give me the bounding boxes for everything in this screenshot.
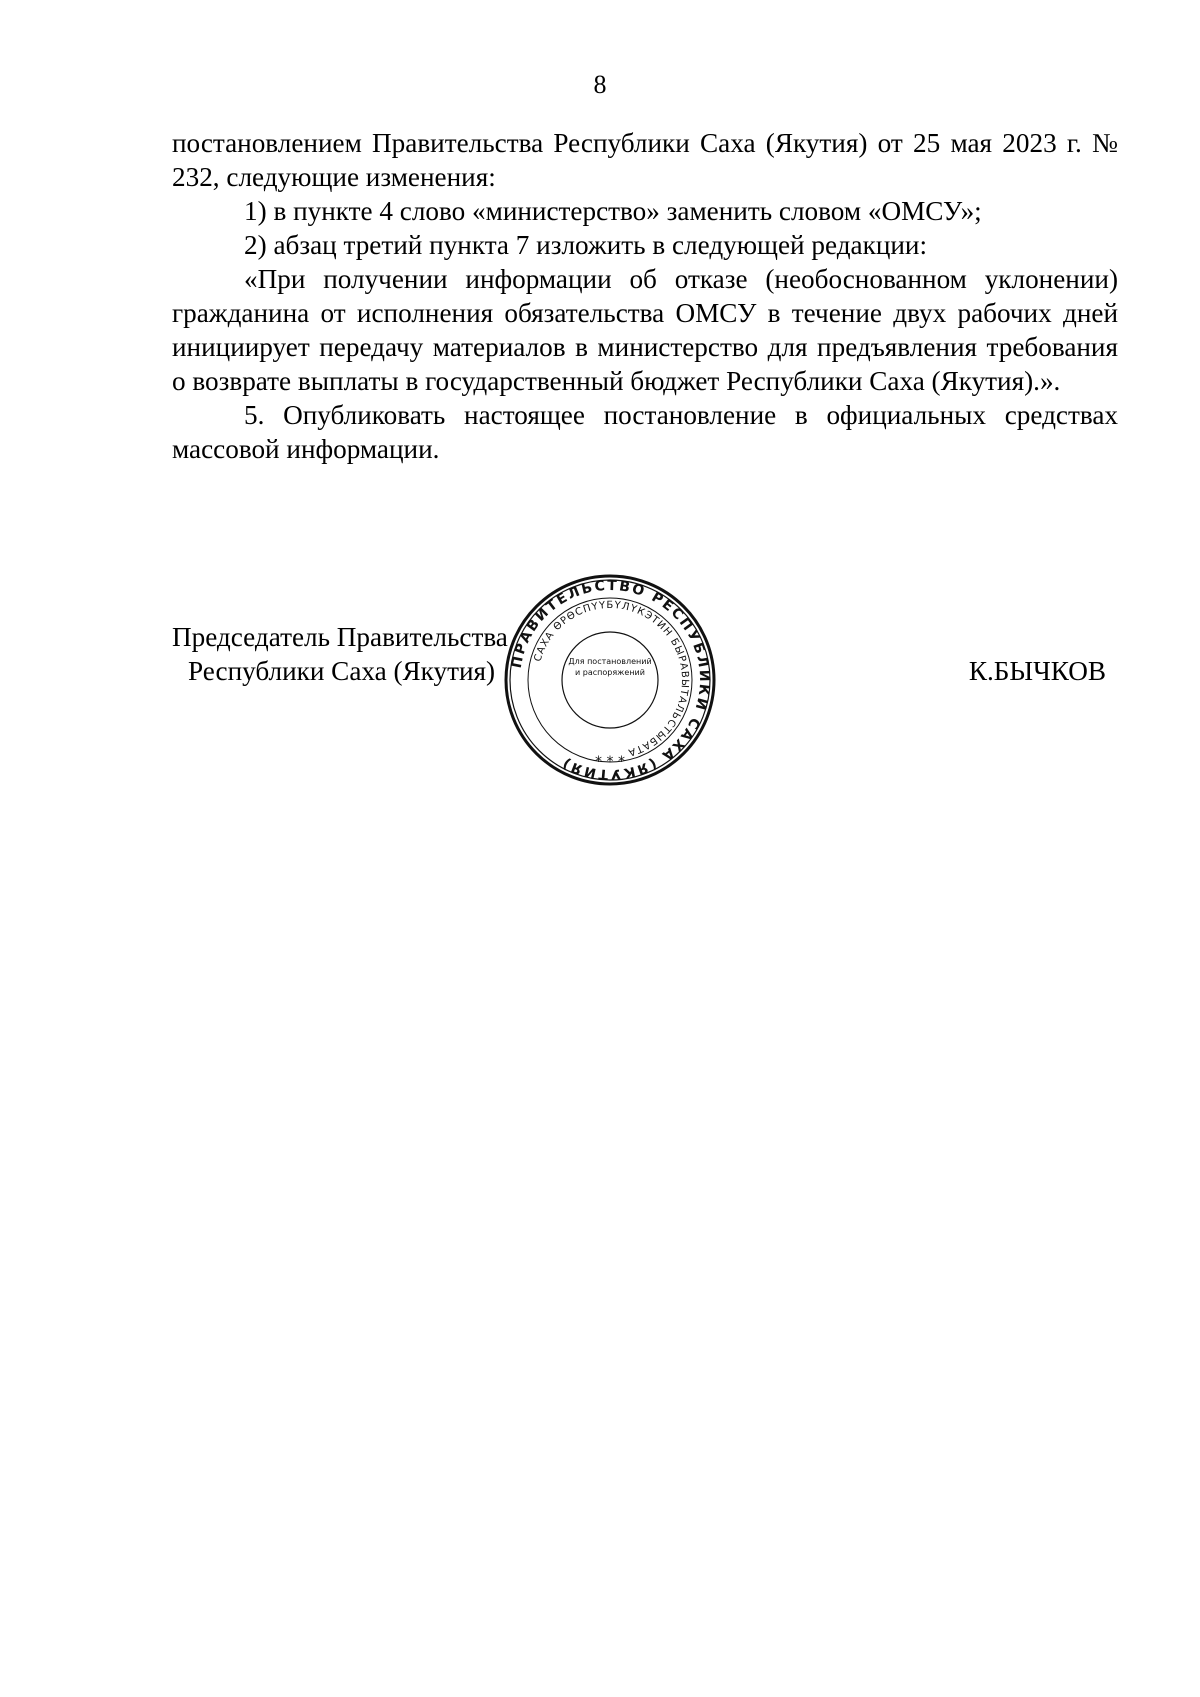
seal-center-text: Для постановлений и распоряжений xyxy=(568,657,652,677)
seal-stars: * * * xyxy=(595,754,625,770)
seal-outer-text: ПРАВИТЕЛЬСТВО РЕСПУБЛИКИ САХА (ЯКУТИЯ) xyxy=(508,577,713,783)
paragraph-quoted-amendment: «При получении информации об отказе (необоснованном уклонении) гражданина от исполнения обязательства ОМСУ в течение двух рабочих дней инициирует передачу материалов в министерство для предъявления требования о возврате выплаты в государственный бюджет Республики Саха (Якутия).». xyxy=(172,264,1118,396)
paragraph-item-5: 5. Опубликовать настоящее постановление в официальных средствах массовой информации. xyxy=(172,400,1118,464)
signatory-title-line-1: Председатель Правительства xyxy=(172,622,508,652)
paragraph-item-2: 2) абзац третий пункта 7 изложить в следующей редакции: xyxy=(244,230,928,260)
official-seal-stamp xyxy=(500,570,720,790)
paragraph-continuation: постановлением Правительства Республики Саха (Якутия) от 25 мая 2023 г. № 232, следующие изменения: xyxy=(172,128,1118,192)
paragraph-item-1: 1) в пункте 4 слово «министерство» заменить словом «ОМСУ»; xyxy=(244,196,982,226)
signatory-name: К.БЫЧКОВ xyxy=(968,656,1106,686)
signatory-title-line-2: Республики Саха (Якутия) xyxy=(188,656,496,686)
document-body xyxy=(172,126,1118,466)
page-number: 8 xyxy=(593,70,607,99)
seal-inner-text: САХА ӨРӨСПҮҮБҮЛҮКЭТИН БЫРАВЫТАЛЬСТЫБАТА xyxy=(532,599,691,758)
